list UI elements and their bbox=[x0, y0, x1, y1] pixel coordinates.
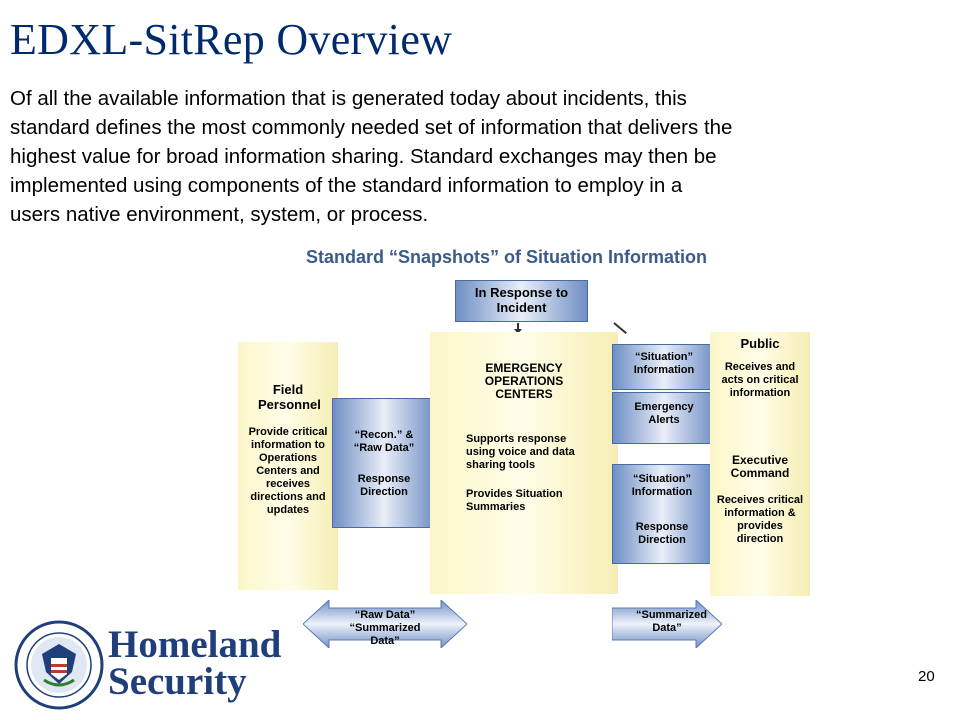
summarized-arrow bbox=[612, 600, 722, 648]
eoc-line2: Provides Situation Summaries bbox=[466, 488, 563, 513]
emergency-alerts-box bbox=[612, 392, 716, 444]
eoc-box bbox=[430, 332, 618, 594]
homeland-security-logo bbox=[108, 623, 282, 703]
public-heading: Public bbox=[740, 336, 780, 351]
diagram-title: Standard “Snapshots” of Situation Information bbox=[306, 247, 708, 267]
eoc-heading: EMERGENCY OPERATIONS CENTERS bbox=[484, 361, 564, 401]
dhs-seal-icon bbox=[14, 620, 104, 710]
emergency-alerts-label: Emergency Alerts bbox=[634, 401, 694, 426]
field-personnel-body: Provide critical information to Operations Centers and receives directions and updates bbox=[248, 426, 328, 516]
summarized-label: “Summarized Data” bbox=[636, 609, 707, 634]
recon-box bbox=[332, 398, 436, 528]
logo-line1: Homeland bbox=[108, 623, 282, 666]
slide-title: EDXL-SitRep Overview bbox=[10, 15, 453, 64]
situation-info-lower-label: “Situation” Information bbox=[631, 473, 693, 498]
field-personnel-box bbox=[238, 342, 338, 590]
situation-info-lower-box bbox=[612, 464, 712, 564]
raw-summarized-label: “Raw Data” “Summarized Data” bbox=[349, 609, 421, 647]
executive-body: Receives critical information & provides direction bbox=[716, 494, 804, 545]
situation-info-box bbox=[612, 344, 716, 390]
in-response-label: In Response to Incident bbox=[474, 285, 569, 315]
recon-heading: “Recon.” & “Raw Data” bbox=[353, 429, 415, 454]
public-body: Receives and acts on critical information bbox=[721, 361, 799, 399]
response-direction-label: Response Direction bbox=[635, 521, 689, 546]
raw-summarized-arrow bbox=[303, 600, 467, 648]
down-arrow-icon bbox=[517, 323, 519, 331]
public-box bbox=[710, 332, 810, 450]
executive-heading: Executive Command bbox=[730, 453, 790, 480]
logo-line2: Security bbox=[108, 660, 247, 703]
page-number: 20 bbox=[918, 668, 935, 685]
intro-paragraph: Of all the available information that is generated today about incidents, this standard defines the most commonly needed set of information that delivers the highest value for broad information sharing. Standard exchanges may then be implemented using components of the standard information to employ in a users native environment, system, or process. bbox=[10, 87, 733, 226]
situation-info-label: “Situation” Information bbox=[633, 351, 695, 376]
field-personnel-heading: Field Personnel bbox=[258, 382, 321, 412]
recon-sub: Response Direction bbox=[357, 473, 411, 498]
executive-box bbox=[710, 450, 810, 596]
in-response-box bbox=[455, 280, 588, 322]
eoc-line1: Supports response using voice and data sharing tools bbox=[466, 433, 575, 471]
